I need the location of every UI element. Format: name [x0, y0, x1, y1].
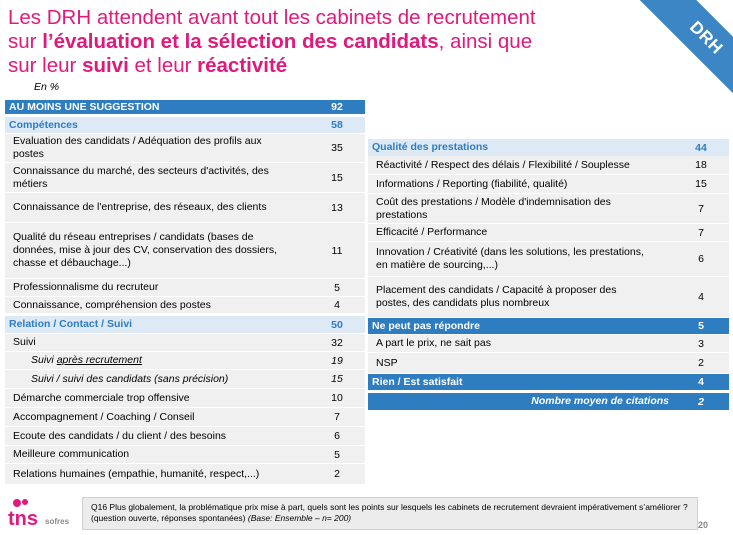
table-row: Nombre moyen de citations 2: [368, 393, 729, 410]
table-row: AU MOINS UNE SUGGESTION 92: [5, 100, 365, 114]
table-row: Relations humaines (empathie, humanité, respect,...) 2: [5, 464, 365, 484]
table-row: Efficacité / Performance 7: [368, 224, 729, 242]
table-row: A part le prix, ne sait pas 3: [368, 335, 729, 353]
table-row: Evaluation des candidats / Adéquation des profils aux postes 35: [5, 134, 365, 163]
table-row: Ecoute des candidats / du client / des besoins 6: [5, 427, 365, 446]
page-title: Les DRH attendent avant tout les cabinets de recrutement sur l’évaluation et la sélection des candidats, ainsi que sur leur suivi et leur réactivité: [8, 6, 536, 77]
table-row: Connaissance du marché, des secteurs d'activités, des métiers 15: [5, 163, 365, 193]
logo-text-tns: tns: [8, 508, 38, 530]
tns-sofres-logo: [6, 497, 76, 531]
table-row: Informations / Reporting (fiabilité, qualité) 15: [368, 175, 729, 194]
table-row: Professionnalisme du recruteur 5: [5, 279, 365, 297]
table-row: Rien / Est satisfait 4: [368, 374, 729, 390]
table-row: Placement des candidats / Capacité à proposer des postes, des candidats plus nombreux 4: [368, 277, 729, 317]
table-row: Suivi / suivi des candidats (sans précision) 15: [5, 370, 365, 389]
table-row: NSP 2: [368, 353, 729, 373]
right-table: [368, 139, 729, 411]
left-table: [5, 100, 365, 485]
table-row: Compétences 58: [5, 117, 365, 133]
table-row: Ne peut pas répondre 5: [368, 318, 729, 334]
page-number: 20: [697, 520, 708, 530]
table-row: Suivi 32: [5, 334, 365, 352]
table-row: Innovation / Créativité (dans les solutions, les prestations, en matière de sourcing,...) 6: [368, 242, 729, 277]
question-footnote: Q16 Plus globalement, la problématique prix mise à part, quels sont les points sur lesquels les cabinets de recrutement devraient impérativement s’améliorer ? (question ouverte, réponses spontanées) (Base: Ensemble – n= 200): [82, 497, 698, 530]
table-row: Accompagnement / Coaching / Conseil 7: [5, 408, 365, 427]
table-row: Réactivité / Respect des délais / Flexibilité / Souplesse 18: [368, 156, 729, 175]
corner-tag-text: DRH: [686, 17, 727, 58]
unit-label: En %: [34, 81, 60, 93]
table-row: Connaissance, compréhension des postes 4: [5, 297, 365, 314]
table-row: Qualité du réseau entreprises / candidats (bases de données, mise à jour des CV, conservation des dossiers, chasse et débauchage...) 11: [5, 223, 365, 279]
table-row: Suivi après recrutement 19: [5, 352, 365, 370]
table-row: Meilleure communication 5: [5, 446, 365, 464]
logo-text-sofres: sofres: [45, 517, 70, 526]
table-row: Démarche commerciale trop offensive 10: [5, 389, 365, 408]
table-row: Connaissance de l'entreprise, des réseaux, des clients 13: [5, 193, 365, 223]
table-row: Relation / Contact / Suivi 50: [5, 316, 365, 333]
table-row: Qualité des prestations 44: [368, 139, 729, 156]
table-row: Coût des prestations / Modèle d'indemnisation des prestations 7: [368, 194, 729, 224]
corner-tag: [633, 0, 733, 100]
